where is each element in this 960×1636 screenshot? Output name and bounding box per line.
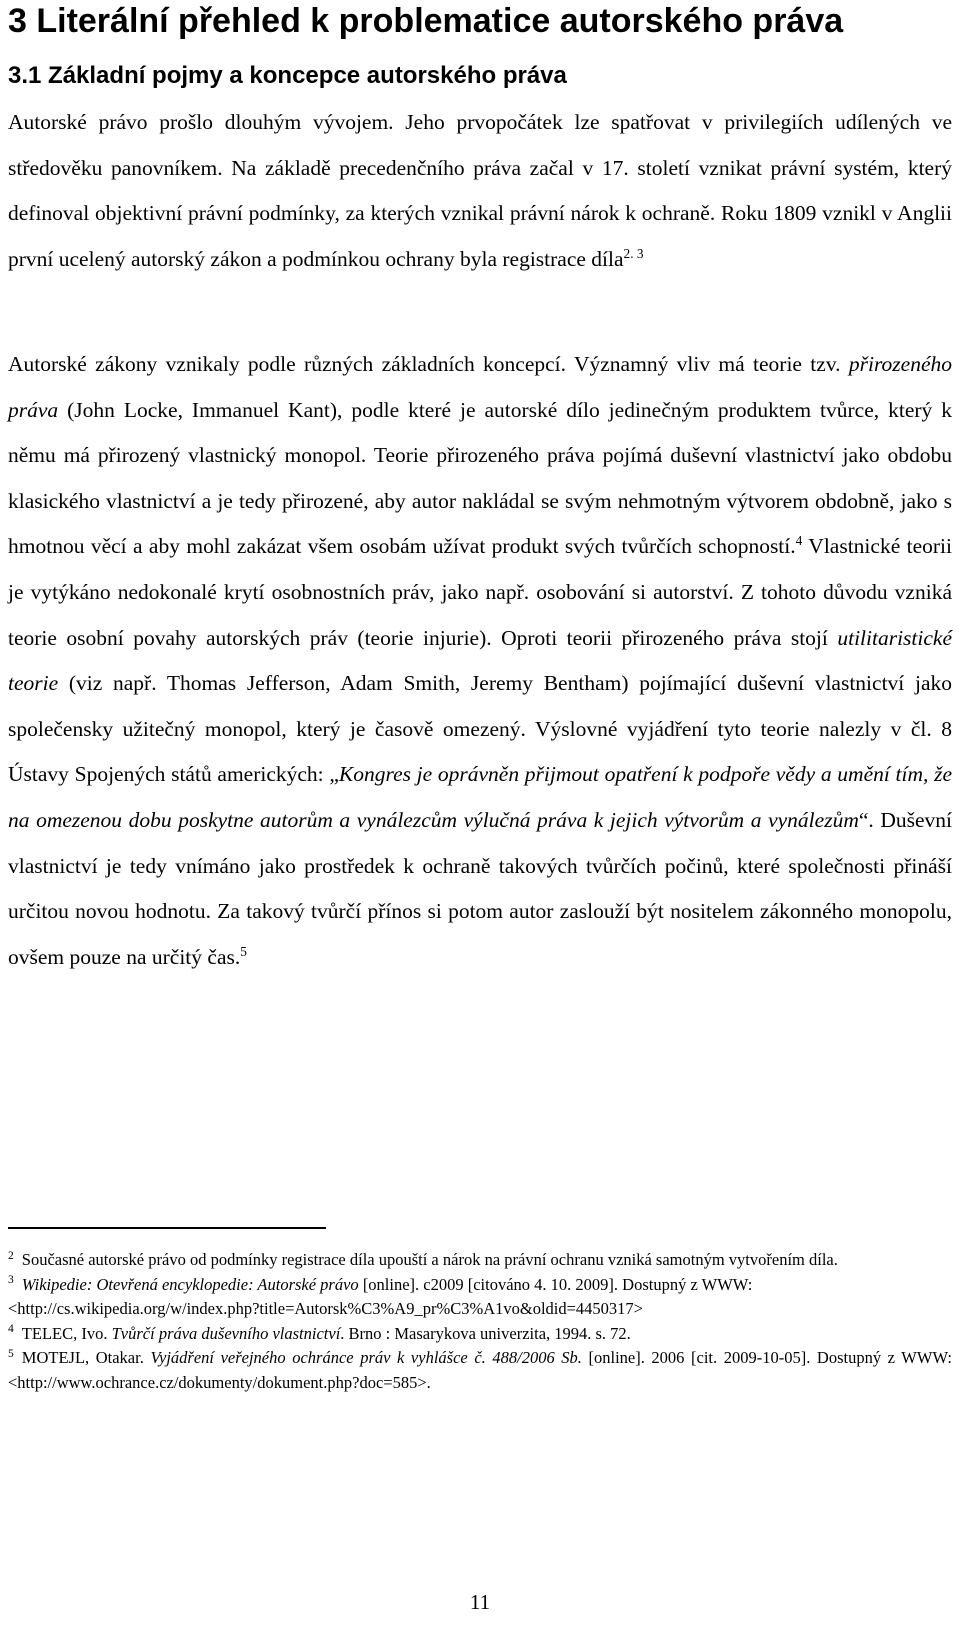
footnote-url[interactable]: <http://cs.wikipedia.org/w/index.php?title=Autorsk%C3%A9_pr%C3%A1vo&oldid=4450317> — [8, 1299, 643, 1319]
footnote-title: Wikipedie: Otevřená encyklopedie: Autorské právo — [21, 1274, 359, 1294]
text-segment: (John Locke, Immanuel Kant), podle které je autorské dílo jedinečným produktem tvůrce, který k němu má přirozený vlastnický monopol. Teorie přirozeného práva pojímá duševní vlastnictví jako obdobu klasického vlastnictví a je tedy přirozené, aby autor nakládal se svým nehmotným výtvorem obdobně, jako s hmotnou věcí a aby mohl zakázat všem osobám užívat produkt svých tvůrčích schopností. — [8, 397, 952, 559]
italic-term-natural-law: přirozeného práva — [8, 352, 952, 422]
footnote-title: Tvůrčí práva duševního vlastnictví — [111, 1323, 341, 1343]
italic-quote-constitution: Kongres je oprávněn přijmout opatření k podpoře vědy a umění tím, že na omezenou dobu poskytne autorům a vynálezcům výlučná práva k jejich výtvorům a vynálezům — [8, 762, 953, 832]
page-number: 11 — [469, 1590, 491, 1614]
footnote-text: . Brno : Masarykova univerzita, 1994. s. 72. — [340, 1323, 631, 1343]
footnote-number: 3 — [8, 1274, 14, 1287]
footnote-number: 4 — [8, 1323, 14, 1336]
text-segment: “. Duševní vlastnictví je tedy vnímáno jako prostředek k ochraně takových tvůrčích počinů, které společnosti přináší určitou novou hodnotu. Za takový tvůrčí přínos si potom autor zaslouží být nositelem zákonného monopolu, ovšem pouze na určitý čas. — [8, 807, 953, 969]
paragraph-theories — [8, 342, 952, 980]
footnote-title: Vyjádření veřejného ochránce práv k vyhlášce č. 488/2006 Sb. — [150, 1348, 582, 1368]
footnote-4 — [8, 1322, 952, 1347]
section-heading: 3.1 Základní pojmy a koncepce autorského práva — [8, 62, 567, 89]
footnote-refs-2-3: 2. 3 — [623, 245, 644, 261]
chapter-heading: 3 Literální přehled k problematice autorského práva — [8, 2, 844, 40]
text-segment: (viz např. Thomas Jefferson, Adam Smith, Jeremy Bentham) pojímající duševní vlastnictví jako společensky užitečný monopol, který je časově omezený. Výslovné vyjádření tyto teorie nalezly v čl. 8 Ústavy Spojených států amerických: „ — [8, 671, 952, 787]
footnote-text: Současné autorské právo od podmínky registrace díla upouští a nárok na právní ochranu vzniká samotným vytvořením díla. — [21, 1250, 838, 1269]
footnote-ref-4: 4 — [795, 533, 803, 549]
paragraph-intro-text: Autorské právo prošlo dlouhým vývojem. Jeho prvopočátek lze spatřovat v privilegiích udílených ve středověku panovníkem. Na základě precedenčního práva začal v 17. století vznikat právní systém, který definoval objektivní právní podmínky, za kterých vznikal právní nárok k ochraně. Roku 1809 vznikl v Anglii první ucelený autorský zákon a podmínkou ochrany byla registrace díla — [8, 110, 952, 271]
footnote-number: 2 — [8, 1249, 14, 1262]
footnote-separator — [8, 1227, 326, 1229]
footnote-5 — [8, 1346, 952, 1395]
footnote-text: [online]. c2009 [citováno 4. 10. 2009]. Dostupný z WWW: — [358, 1274, 753, 1294]
paragraph-intro — [8, 100, 952, 282]
footnote-2 — [8, 1248, 952, 1273]
footnote-number: 5 — [8, 1348, 14, 1361]
footnote-3 — [8, 1273, 952, 1322]
text-segment: Vlastnické teorii je vytýkáno nedokonalé krytí osobnostních práv, jako např. osobování si autorství. Z tohoto důvodu vzniká teorie osobní povahy autorských práv (teorie injurie). Oproti teorii přirozeného práva stojí — [8, 534, 952, 650]
italic-term-utilitarian: utilitaristické teorie — [8, 625, 952, 696]
text-segment: Autorské zákony vznikaly podle různých základních koncepcí. Významný vliv má teorie tzv. — [8, 352, 849, 376]
footnote-author: MOTEJL, Otakar. — [21, 1348, 151, 1368]
footnote-ref-5: 5 — [240, 943, 247, 959]
footnotes — [8, 1248, 952, 1396]
footnote-text: [online]. 2006 [cit. 2009-10-05]. Dostupný z WWW: <http://www.ochrance.cz/dokumenty/dokument.php?doc=585>. — [8, 1348, 952, 1392]
footnote-author: TELEC, Ivo. — [21, 1323, 112, 1343]
